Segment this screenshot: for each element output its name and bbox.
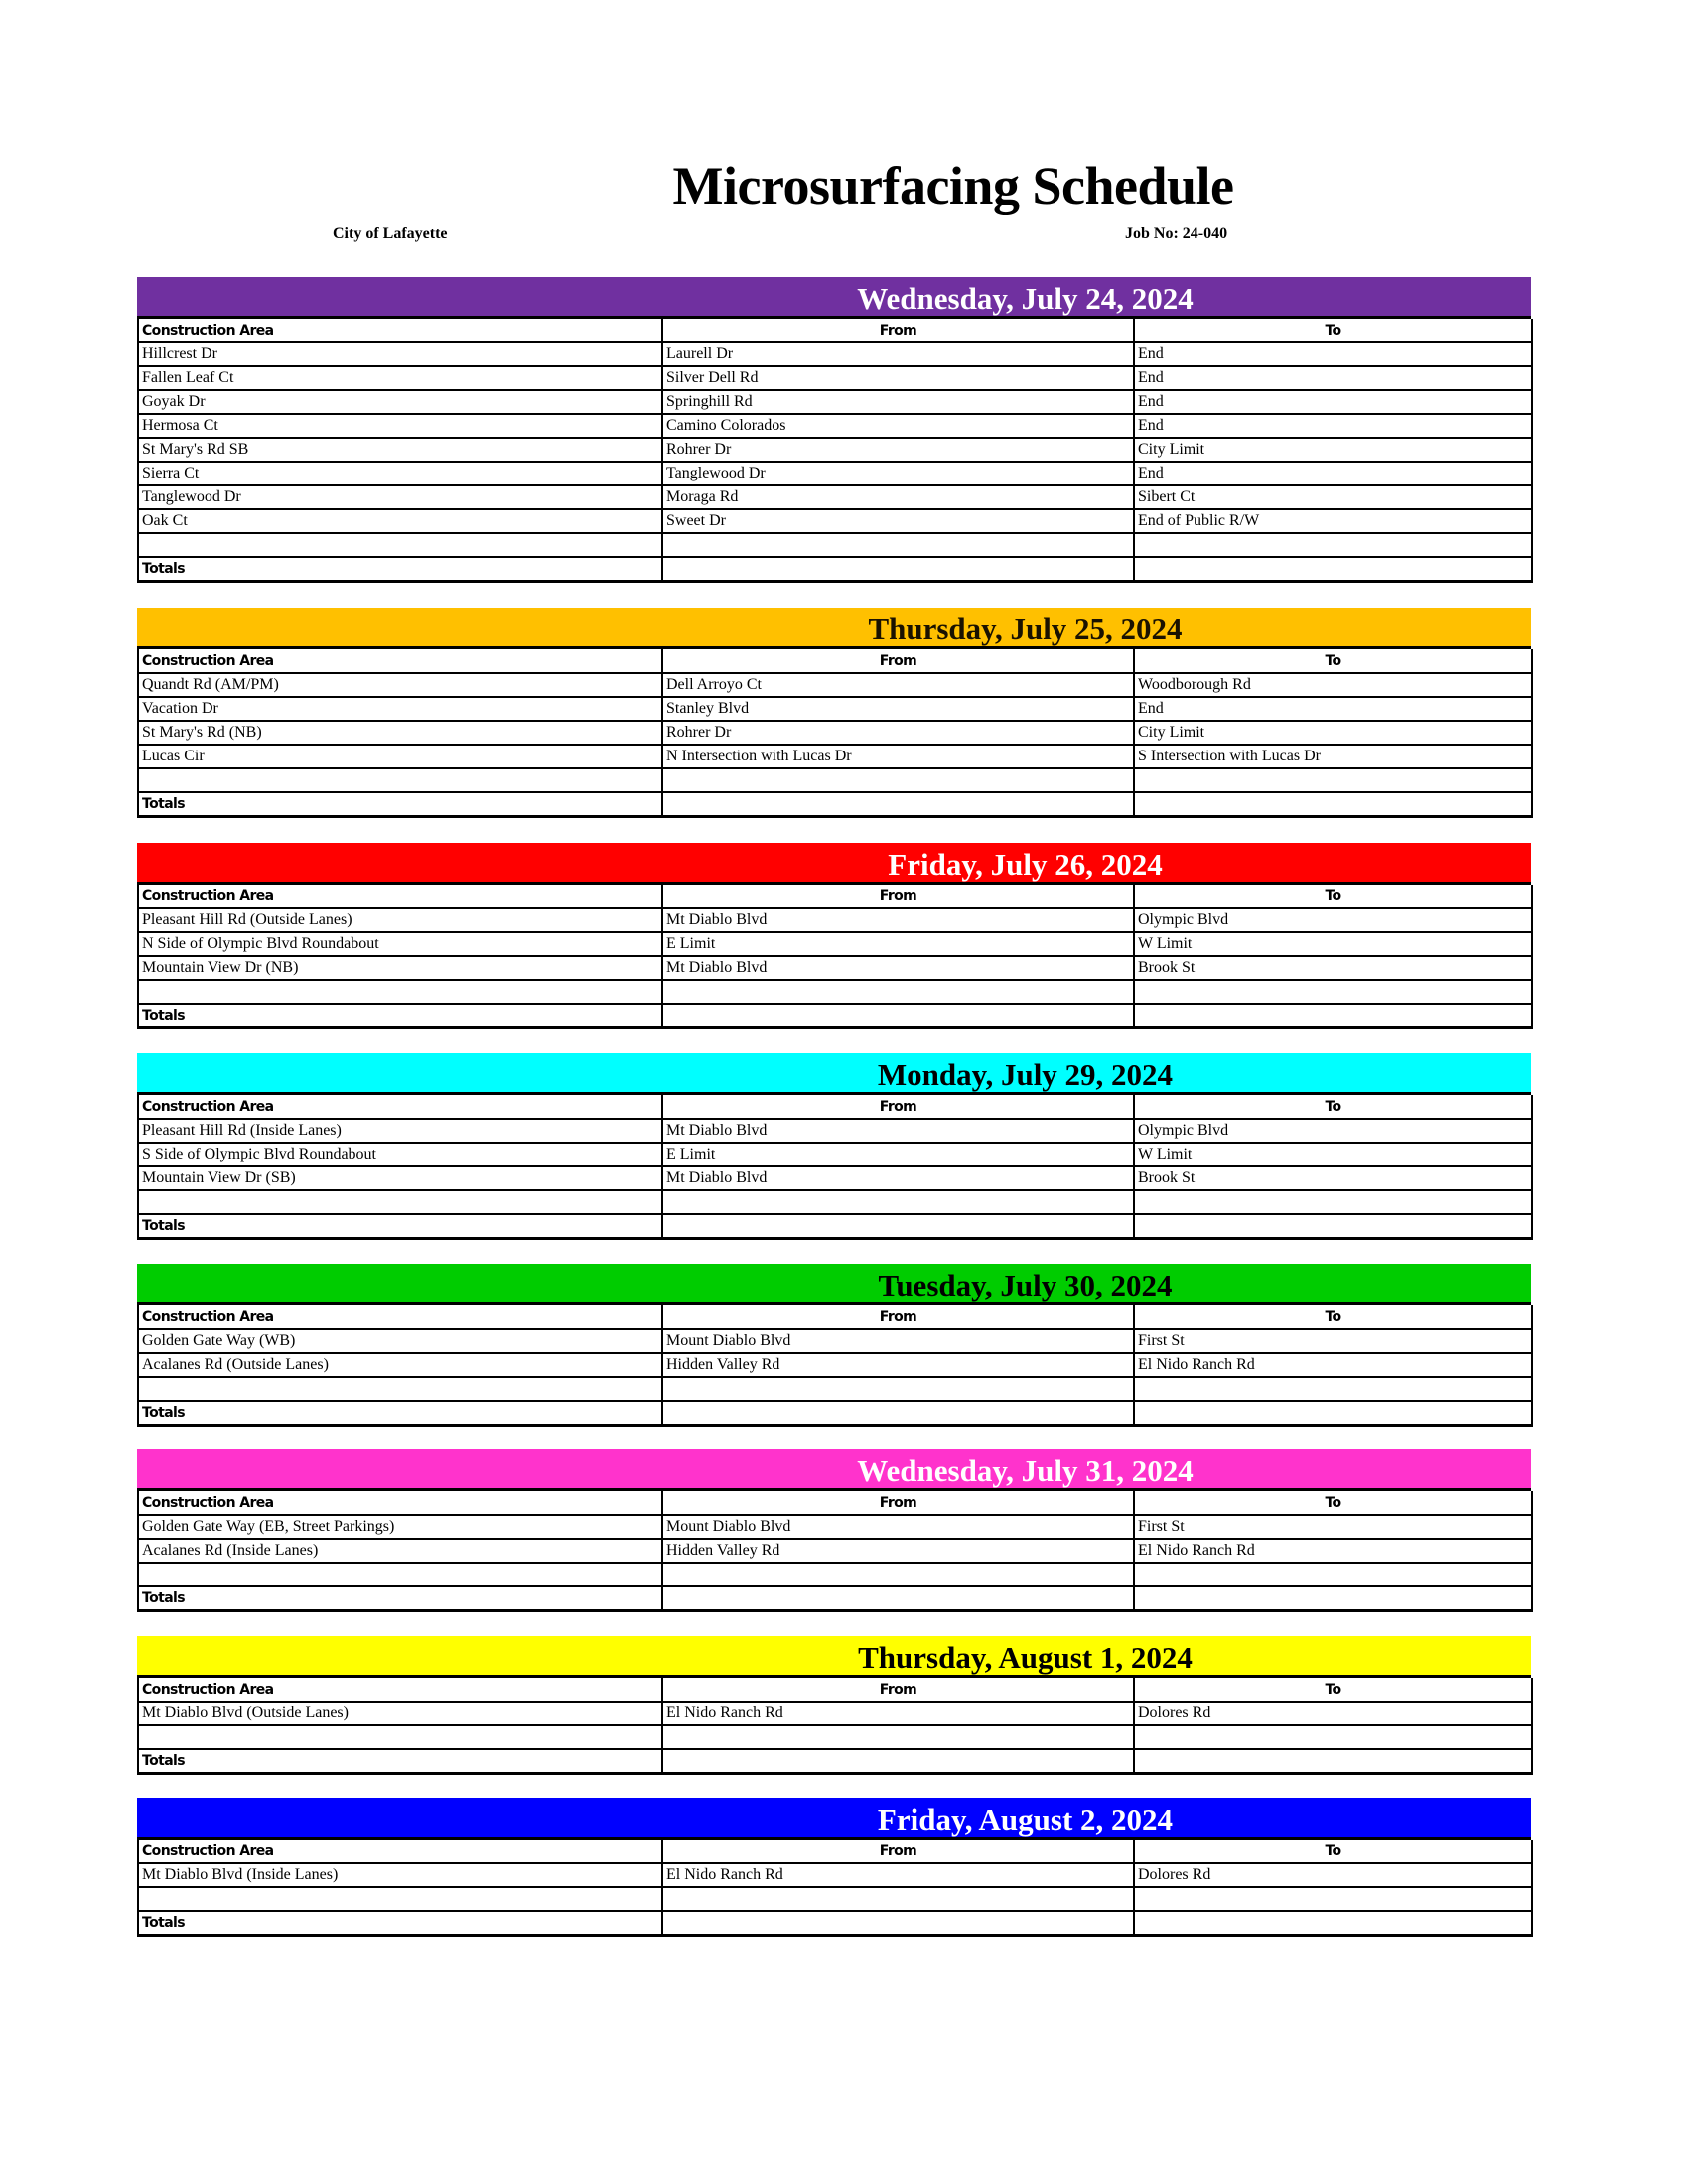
cell-construction-area: Pleasant Hill Rd (Inside Lanes) [138, 1119, 662, 1143]
column-header-row [138, 649, 1532, 673]
cell-to: Brook St [1134, 1166, 1532, 1190]
empty-row [138, 1725, 1532, 1749]
totals-value [1134, 1586, 1532, 1610]
column-header-construction-area: Construction Area [138, 319, 662, 342]
cell-construction-area: Goyak Dr [138, 390, 662, 414]
totals-value [1134, 792, 1532, 816]
totals-row [138, 1401, 1532, 1425]
empty-cell [662, 1377, 1134, 1401]
table-row [138, 697, 1532, 721]
column-header-from: From [662, 1305, 1134, 1329]
job-number: Job No: 24-040 [1125, 225, 1228, 242]
table-row [138, 414, 1532, 438]
column-header-to: To [1134, 1305, 1532, 1329]
totals-value [1134, 557, 1532, 581]
column-header-from: From [662, 1095, 1134, 1119]
column-header-to: To [1134, 319, 1532, 342]
empty-row [138, 1563, 1532, 1586]
empty-row [138, 1190, 1532, 1214]
empty-cell [138, 1887, 662, 1911]
totals-label: Totals [138, 1214, 662, 1238]
totals-row [138, 1214, 1532, 1238]
cell-from: Rohrer Dr [662, 438, 1134, 462]
schedule-table [137, 1095, 1533, 1240]
table-row [138, 1329, 1532, 1353]
cell-from: Sweet Dr [662, 509, 1134, 533]
cell-to: End [1134, 414, 1532, 438]
column-header-construction-area: Construction Area [138, 649, 662, 673]
cell-construction-area: Mt Diablo Blvd (Outside Lanes) [138, 1702, 662, 1725]
day-header [137, 1636, 1531, 1678]
column-header-from: From [662, 1678, 1134, 1702]
day-header [137, 277, 1531, 319]
cell-from: E Limit [662, 1143, 1134, 1166]
cell-to: End [1134, 342, 1532, 366]
day-header [137, 1053, 1531, 1095]
city-label: City of Lafayette [333, 225, 448, 242]
totals-label: Totals [138, 1401, 662, 1425]
cell-construction-area: Golden Gate Way (EB, Street Parkings) [138, 1515, 662, 1539]
totals-value [662, 792, 1134, 816]
day-header [137, 608, 1531, 649]
cell-from: Mt Diablo Blvd [662, 1119, 1134, 1143]
column-header-row [138, 885, 1532, 908]
cell-to: S Intersection with Lucas Dr [1134, 745, 1532, 768]
empty-cell [1134, 980, 1532, 1004]
empty-cell [662, 533, 1134, 557]
column-header-construction-area: Construction Area [138, 1305, 662, 1329]
empty-cell [662, 768, 1134, 792]
column-header-row [138, 1840, 1532, 1863]
cell-from: Laurell Dr [662, 342, 1134, 366]
totals-row [138, 1586, 1532, 1610]
empty-cell [1134, 1377, 1532, 1401]
table-row [138, 1539, 1532, 1563]
column-header-construction-area: Construction Area [138, 1678, 662, 1702]
totals-value [1134, 1004, 1532, 1027]
empty-cell [1134, 1725, 1532, 1749]
cell-to: Olympic Blvd [1134, 908, 1532, 932]
table-row [138, 1702, 1532, 1725]
table-row [138, 366, 1532, 390]
cell-from: Mt Diablo Blvd [662, 1166, 1134, 1190]
table-row [138, 1143, 1532, 1166]
empty-cell [662, 1563, 1134, 1586]
totals-label: Totals [138, 1004, 662, 1027]
cell-from: N Intersection with Lucas Dr [662, 745, 1134, 768]
cell-from: Mount Diablo Blvd [662, 1515, 1134, 1539]
schedule-table [137, 1840, 1533, 1937]
column-header-to: To [1134, 885, 1532, 908]
cell-to: End [1134, 697, 1532, 721]
page-title: Microsurfacing Schedule [672, 156, 1234, 215]
column-header-row [138, 319, 1532, 342]
cell-to: End [1134, 366, 1532, 390]
column-header-row [138, 1305, 1532, 1329]
totals-row [138, 557, 1532, 581]
table-row [138, 1166, 1532, 1190]
totals-label: Totals [138, 1911, 662, 1935]
column-header-from: From [662, 319, 1134, 342]
totals-row [138, 792, 1532, 816]
cell-to: Dolores Rd [1134, 1702, 1532, 1725]
totals-value [1134, 1401, 1532, 1425]
table-row [138, 1863, 1532, 1887]
column-header-from: From [662, 649, 1134, 673]
table-row [138, 956, 1532, 980]
totals-row [138, 1004, 1532, 1027]
empty-cell [1134, 1563, 1532, 1586]
day-date-title: Friday, August 2, 2024 [877, 1802, 1174, 1837]
cell-to: City Limit [1134, 438, 1532, 462]
totals-label: Totals [138, 557, 662, 581]
cell-construction-area: Fallen Leaf Ct [138, 366, 662, 390]
cell-construction-area: Mountain View Dr (NB) [138, 956, 662, 980]
cell-from: Springhill Rd [662, 390, 1134, 414]
totals-value [662, 557, 1134, 581]
table-row [138, 509, 1532, 533]
empty-cell [138, 1725, 662, 1749]
cell-from: Tanglewood Dr [662, 462, 1134, 485]
empty-row [138, 533, 1532, 557]
cell-to: Dolores Rd [1134, 1863, 1532, 1887]
table-row [138, 1353, 1532, 1377]
day-date-title: Monday, July 29, 2024 [877, 1057, 1174, 1092]
cell-from: El Nido Ranch Rd [662, 1863, 1134, 1887]
totals-value [1134, 1911, 1532, 1935]
column-header-row [138, 1678, 1532, 1702]
totals-value [662, 1004, 1134, 1027]
cell-construction-area: Oak Ct [138, 509, 662, 533]
empty-row [138, 1377, 1532, 1401]
cell-to: End of Public R/W [1134, 509, 1532, 533]
column-header-construction-area: Construction Area [138, 885, 662, 908]
day-section [137, 1798, 1531, 1937]
cell-construction-area: Acalanes Rd (Inside Lanes) [138, 1539, 662, 1563]
column-header-construction-area: Construction Area [138, 1840, 662, 1863]
schedule-table [137, 1491, 1533, 1612]
cell-from: Silver Dell Rd [662, 366, 1134, 390]
table-row [138, 908, 1532, 932]
table-row [138, 438, 1532, 462]
day-section [137, 1449, 1531, 1612]
cell-from: El Nido Ranch Rd [662, 1702, 1134, 1725]
totals-value [1134, 1749, 1532, 1773]
empty-cell [662, 1190, 1134, 1214]
cell-construction-area: Mountain View Dr (SB) [138, 1166, 662, 1190]
empty-cell [662, 980, 1134, 1004]
column-header-from: From [662, 885, 1134, 908]
column-header-to: To [1134, 1095, 1532, 1119]
day-date-title: Friday, July 26, 2024 [888, 847, 1163, 882]
cell-from: Mt Diablo Blvd [662, 908, 1134, 932]
cell-construction-area: Vacation Dr [138, 697, 662, 721]
day-section [137, 843, 1531, 1029]
cell-from: Moraga Rd [662, 485, 1134, 509]
totals-value [662, 1401, 1134, 1425]
empty-cell [138, 1190, 662, 1214]
day-section [137, 1264, 1531, 1427]
totals-label: Totals [138, 1749, 662, 1773]
cell-from: Hidden Valley Rd [662, 1539, 1134, 1563]
cell-to: W Limit [1134, 932, 1532, 956]
cell-to: First St [1134, 1515, 1532, 1539]
schedule-table [137, 649, 1533, 818]
cell-to: First St [1134, 1329, 1532, 1353]
totals-row [138, 1911, 1532, 1935]
totals-value [662, 1911, 1134, 1935]
cell-construction-area: St Mary's Rd SB [138, 438, 662, 462]
cell-from: Stanley Blvd [662, 697, 1134, 721]
column-header-from: From [662, 1491, 1134, 1515]
table-row [138, 462, 1532, 485]
day-section [137, 608, 1531, 818]
column-header-row [138, 1095, 1532, 1119]
cell-to: End [1134, 390, 1532, 414]
cell-construction-area: Mt Diablo Blvd (Inside Lanes) [138, 1863, 662, 1887]
cell-to: W Limit [1134, 1143, 1532, 1166]
cell-construction-area: Tanglewood Dr [138, 485, 662, 509]
empty-cell [138, 1377, 662, 1401]
cell-from: Rohrer Dr [662, 721, 1134, 745]
table-row [138, 485, 1532, 509]
table-row [138, 390, 1532, 414]
schedule-table [137, 1678, 1533, 1775]
day-header [137, 843, 1531, 885]
empty-row [138, 1887, 1532, 1911]
day-header [137, 1798, 1531, 1840]
cell-from: Camino Colorados [662, 414, 1134, 438]
column-header-construction-area: Construction Area [138, 1491, 662, 1515]
day-date-title: Wednesday, July 31, 2024 [857, 1453, 1194, 1488]
column-header-construction-area: Construction Area [138, 1095, 662, 1119]
totals-value [662, 1586, 1134, 1610]
empty-row [138, 768, 1532, 792]
cell-construction-area: Golden Gate Way (WB) [138, 1329, 662, 1353]
cell-from: Mount Diablo Blvd [662, 1329, 1134, 1353]
empty-cell [1134, 533, 1532, 557]
column-header-to: To [1134, 1840, 1532, 1863]
cell-from: E Limit [662, 932, 1134, 956]
empty-cell [1134, 768, 1532, 792]
day-date-title: Tuesday, July 30, 2024 [878, 1268, 1173, 1302]
column-header-to: To [1134, 1678, 1532, 1702]
empty-cell [138, 533, 662, 557]
table-row [138, 745, 1532, 768]
cell-to: El Nido Ranch Rd [1134, 1353, 1532, 1377]
day-header [137, 1264, 1531, 1305]
totals-value [662, 1749, 1134, 1773]
cell-to: Brook St [1134, 956, 1532, 980]
cell-construction-area: Hermosa Ct [138, 414, 662, 438]
table-row [138, 1515, 1532, 1539]
column-header-from: From [662, 1840, 1134, 1863]
empty-cell [138, 1563, 662, 1586]
column-header-row [138, 1491, 1532, 1515]
column-header-to: To [1134, 1491, 1532, 1515]
schedule-table [137, 319, 1533, 583]
day-section [137, 1053, 1531, 1240]
schedule-table [137, 1305, 1533, 1427]
cell-from: Dell Arroyo Ct [662, 673, 1134, 697]
cell-to: End [1134, 462, 1532, 485]
empty-cell [662, 1887, 1134, 1911]
cell-construction-area: Acalanes Rd (Outside Lanes) [138, 1353, 662, 1377]
day-date-title: Wednesday, July 24, 2024 [857, 281, 1194, 316]
totals-value [662, 1214, 1134, 1238]
empty-cell [1134, 1887, 1532, 1911]
cell-construction-area: Hillcrest Dr [138, 342, 662, 366]
cell-to: El Nido Ranch Rd [1134, 1539, 1532, 1563]
cell-construction-area: St Mary's Rd (NB) [138, 721, 662, 745]
empty-cell [1134, 1190, 1532, 1214]
table-row [138, 1119, 1532, 1143]
table-row [138, 673, 1532, 697]
totals-label: Totals [138, 792, 662, 816]
empty-cell [662, 1725, 1134, 1749]
table-row [138, 721, 1532, 745]
table-row [138, 932, 1532, 956]
totals-row [138, 1749, 1532, 1773]
cell-from: Hidden Valley Rd [662, 1353, 1134, 1377]
empty-cell [138, 980, 662, 1004]
cell-from: Mt Diablo Blvd [662, 956, 1134, 980]
day-date-title: Thursday, July 25, 2024 [868, 612, 1183, 646]
cell-construction-area: Quandt Rd (AM/PM) [138, 673, 662, 697]
cell-to: Sibert Ct [1134, 485, 1532, 509]
column-header-to: To [1134, 649, 1532, 673]
table-row [138, 342, 1532, 366]
totals-value [1134, 1214, 1532, 1238]
cell-construction-area: Sierra Ct [138, 462, 662, 485]
totals-label: Totals [138, 1586, 662, 1610]
day-section [137, 1636, 1531, 1775]
day-section [137, 277, 1531, 583]
schedule-table [137, 885, 1533, 1029]
empty-row [138, 980, 1532, 1004]
day-header [137, 1449, 1531, 1491]
cell-construction-area: S Side of Olympic Blvd Roundabout [138, 1143, 662, 1166]
cell-construction-area: Lucas Cir [138, 745, 662, 768]
empty-cell [138, 768, 662, 792]
cell-construction-area: Pleasant Hill Rd (Outside Lanes) [138, 908, 662, 932]
day-date-title: Thursday, August 1, 2024 [858, 1640, 1193, 1675]
cell-construction-area: N Side of Olympic Blvd Roundabout [138, 932, 662, 956]
cell-to: Olympic Blvd [1134, 1119, 1532, 1143]
cell-to: Woodborough Rd [1134, 673, 1532, 697]
cell-to: City Limit [1134, 721, 1532, 745]
